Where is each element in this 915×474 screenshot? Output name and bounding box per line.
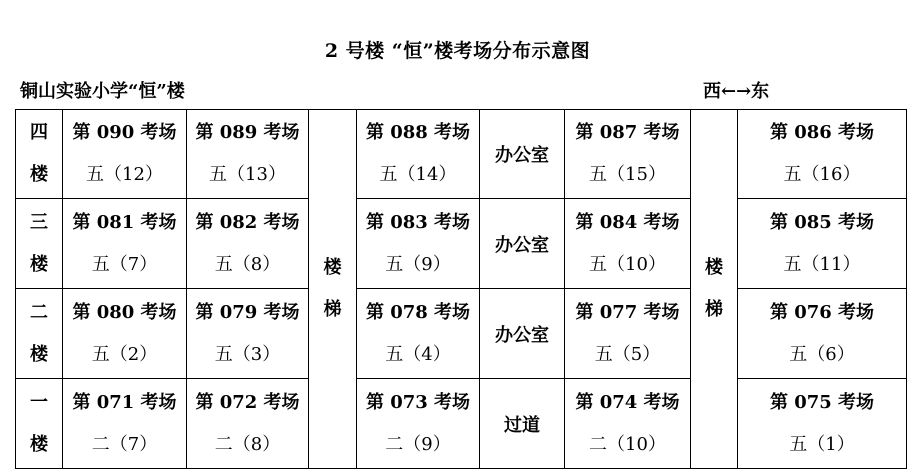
office-cell: 办公室 xyxy=(480,289,565,379)
exam-room-cell xyxy=(738,289,907,379)
exam-room-cell xyxy=(63,199,187,289)
room-class: 五（12） xyxy=(86,164,163,185)
exam-room-cell xyxy=(187,110,309,199)
floor-label-2: 二 楼 xyxy=(16,289,63,379)
room-name: 第 080 考场 xyxy=(72,301,177,323)
office-cell: 办公室 xyxy=(480,110,565,199)
room-class: 五（9） xyxy=(385,253,451,275)
room-name: 第 083 考场 xyxy=(365,211,471,233)
exam-room-cell xyxy=(738,199,907,289)
direction-indicator xyxy=(703,77,769,103)
room-class: 五（11） xyxy=(783,253,861,275)
room-name: 第 073 考场 xyxy=(365,391,471,413)
office-cell: 办公室 xyxy=(480,199,565,289)
room-class: 五（2） xyxy=(91,343,158,365)
room-class: 五（16） xyxy=(783,164,861,185)
room-name: 第 072 考场 xyxy=(195,391,300,413)
room-class: 五（6） xyxy=(789,343,855,365)
exam-room-cell xyxy=(565,379,691,469)
room-name: 第 078 考场 xyxy=(365,301,471,323)
west-label: 西 xyxy=(703,81,721,102)
room-name: 第 079 考场 xyxy=(195,301,300,323)
stairs-west: 楼 梯 xyxy=(309,110,357,469)
room-name: 第 082 考场 xyxy=(195,211,300,233)
room-name: 第 089 考场 xyxy=(195,122,300,143)
room-name: 第 077 考场 xyxy=(575,301,680,323)
room-name: 第 076 考场 xyxy=(769,301,875,323)
exam-room-cell xyxy=(565,110,691,199)
floor-label-4: 四 楼 xyxy=(16,110,63,199)
building-name: 铜山实验小学“恒”楼 xyxy=(20,81,185,102)
room-class: 五（1） xyxy=(789,433,855,455)
room-name: 第 071 考场 xyxy=(72,391,177,413)
floor-row-4 xyxy=(16,110,907,199)
room-class: 五（3） xyxy=(214,343,281,365)
room-name: 第 087 考场 xyxy=(575,122,680,143)
room-class: 五（4） xyxy=(385,343,451,365)
exam-room-cell xyxy=(63,379,187,469)
floor-label-3: 三 楼 xyxy=(16,199,63,289)
exam-room-cell xyxy=(63,289,187,379)
room-name: 第 081 考场 xyxy=(72,211,177,233)
floor-row-1 xyxy=(16,379,907,469)
room-name: 第 084 考场 xyxy=(575,211,680,233)
room-class: 二（8） xyxy=(214,433,281,455)
exam-room-cell xyxy=(565,199,691,289)
arrow-left-right-icon: ←→ xyxy=(721,81,752,102)
exam-room-cell xyxy=(738,110,907,199)
exam-room-cell xyxy=(357,199,480,289)
room-class: 五（8） xyxy=(214,253,281,275)
room-name: 第 074 考场 xyxy=(575,391,680,413)
exam-room-cell xyxy=(357,379,480,469)
exam-room-cell xyxy=(357,110,480,199)
room-class: 五（15） xyxy=(589,164,666,185)
exam-room-layout-table xyxy=(15,109,907,469)
exam-room-cell xyxy=(187,289,309,379)
room-class: 二（10） xyxy=(589,433,666,455)
exam-room-cell xyxy=(187,199,309,289)
room-name: 第 075 考场 xyxy=(769,391,875,413)
room-class: 五（10） xyxy=(589,253,666,275)
room-class: 二（9） xyxy=(385,433,451,455)
room-class: 五（14） xyxy=(379,164,457,185)
exam-room-cell xyxy=(738,379,907,469)
exam-room-cell xyxy=(187,379,309,469)
floor-row-2 xyxy=(16,289,907,379)
room-name: 第 085 考场 xyxy=(769,211,875,233)
exam-room-cell xyxy=(357,289,480,379)
room-class: 五（7） xyxy=(91,253,158,275)
room-class: 二（7） xyxy=(91,433,158,455)
stairs-east: 楼 梯 xyxy=(691,110,738,469)
floor-row-3 xyxy=(16,199,907,289)
corridor-cell: 过道 xyxy=(480,379,565,469)
room-class: 五（13） xyxy=(209,164,286,185)
east-label: 东 xyxy=(751,81,770,102)
page-title: 2 号楼 “恒”楼考场分布示意图 xyxy=(324,40,591,62)
exam-room-cell xyxy=(63,110,187,199)
room-name: 第 090 考场 xyxy=(72,122,177,143)
floor-label-1: 一 楼 xyxy=(16,379,63,469)
room-name: 第 086 考场 xyxy=(769,122,875,143)
room-name: 第 088 考场 xyxy=(365,122,471,143)
exam-room-cell xyxy=(565,289,691,379)
room-class: 五（5） xyxy=(594,343,661,365)
